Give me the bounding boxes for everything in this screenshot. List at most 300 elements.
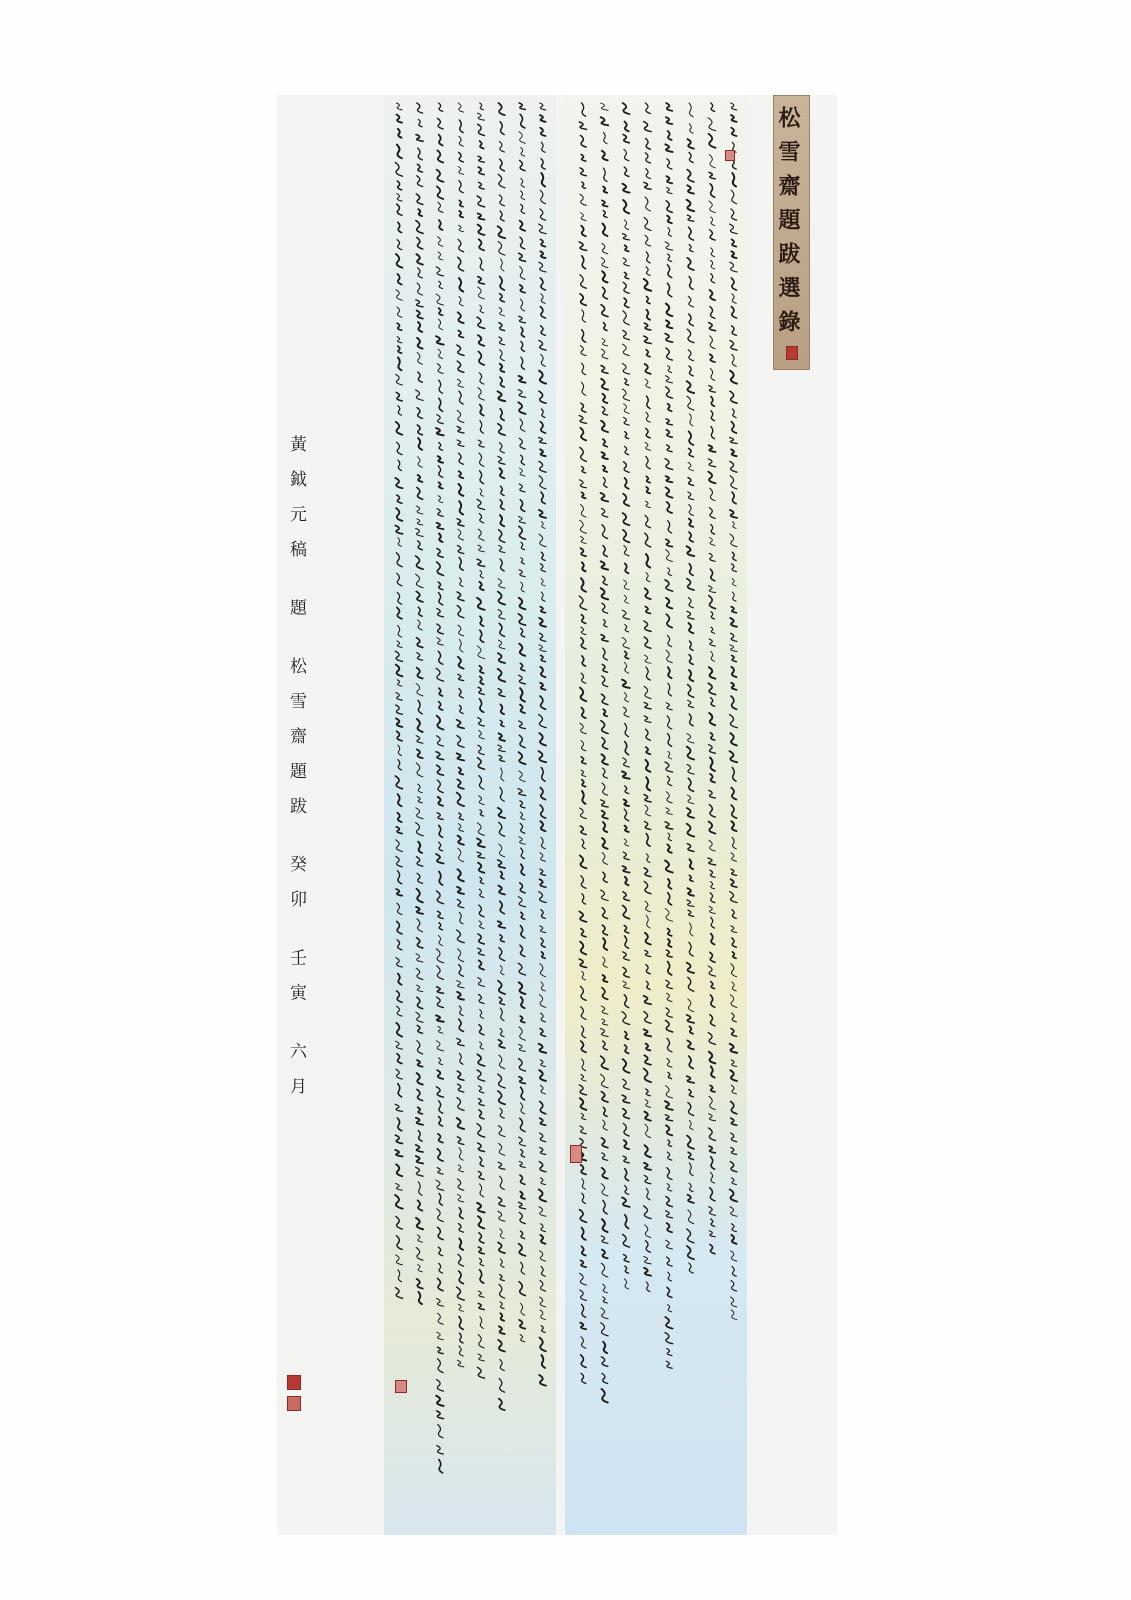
brush-stroke — [689, 414, 693, 426]
brush-stroke — [731, 1118, 737, 1125]
brush-stroke — [540, 128, 545, 136]
brush-stroke — [477, 598, 485, 610]
brush-stroke — [711, 427, 715, 439]
brush-stroke — [480, 616, 484, 626]
brush-stroke — [478, 277, 485, 284]
brush-stroke — [582, 894, 586, 904]
brush-stroke — [732, 294, 736, 304]
brush-stroke — [418, 1265, 423, 1272]
brush-stroke — [667, 928, 671, 935]
brush-stroke — [731, 853, 737, 862]
calligraphy-panel-left — [384, 95, 556, 1535]
brush-stroke — [519, 376, 526, 383]
brush-stroke — [500, 559, 504, 571]
brush-stroke — [601, 103, 609, 110]
brush-stroke — [498, 689, 505, 697]
brush-stroke — [601, 561, 608, 569]
brush-stroke — [457, 793, 464, 807]
brush-stroke — [581, 548, 587, 556]
brush-stroke — [711, 248, 715, 257]
brush-stroke — [459, 211, 463, 217]
brush-stroke — [644, 637, 651, 648]
brush-stroke — [480, 1042, 484, 1049]
brush-stroke — [601, 754, 607, 764]
brush-stroke — [581, 757, 586, 764]
brush-stroke — [439, 380, 443, 393]
brush-stroke — [710, 290, 715, 300]
brush-stroke — [480, 258, 484, 270]
brush-stroke — [437, 1446, 444, 1454]
brush-stroke — [539, 262, 546, 272]
brush-stroke — [689, 277, 693, 290]
brush-stroke — [665, 376, 672, 383]
brush-stroke — [731, 209, 737, 220]
brush-stroke — [457, 1071, 464, 1080]
brush-stroke — [601, 1236, 608, 1244]
brush-stroke — [644, 716, 651, 722]
artist-seal-1 — [287, 1375, 301, 1390]
brush-stroke — [624, 580, 629, 590]
brush-stroke — [579, 480, 586, 488]
brush-stroke — [711, 934, 715, 945]
brush-stroke — [709, 667, 715, 679]
brush-stroke — [480, 405, 484, 416]
brush-stroke — [603, 1284, 608, 1293]
brush-stroke — [666, 614, 672, 627]
brush-stroke — [688, 910, 694, 916]
brush-stroke — [498, 424, 505, 435]
brush-stroke — [416, 954, 423, 962]
brush-stroke — [436, 668, 444, 681]
brush-stroke — [644, 182, 651, 189]
brush-stroke — [666, 598, 672, 609]
brush-stroke — [457, 546, 463, 554]
brush-stroke — [709, 1231, 715, 1237]
brush-stroke — [646, 573, 650, 582]
brush-stroke — [498, 391, 506, 401]
brush-stroke — [732, 492, 736, 504]
brush-stroke — [646, 501, 651, 507]
brush-stroke — [581, 929, 586, 937]
brush-stroke — [668, 254, 672, 262]
brush-stroke — [601, 258, 608, 268]
brush-stroke — [644, 655, 651, 663]
brush-stroke — [397, 903, 402, 914]
brush-stroke — [602, 908, 607, 919]
brush-stroke — [645, 1124, 651, 1137]
brush-stroke — [457, 1039, 464, 1046]
brush-stroke — [416, 857, 422, 866]
brush-stroke — [601, 379, 608, 390]
brush-stroke — [602, 339, 608, 346]
brush-stroke — [666, 550, 673, 562]
brush-stroke — [539, 437, 547, 443]
brush-stroke — [580, 1098, 586, 1110]
brush-stroke — [601, 349, 608, 359]
brush-stroke — [439, 871, 443, 885]
brush-stroke — [623, 330, 630, 339]
brush-stroke — [644, 795, 651, 802]
brush-stroke — [478, 687, 484, 694]
brush-stroke — [478, 1335, 484, 1348]
brush-stroke — [623, 981, 630, 989]
brush-stroke — [458, 453, 463, 464]
brush-stroke — [418, 322, 422, 332]
brush-stroke — [480, 1157, 484, 1167]
brush-stroke — [500, 901, 505, 913]
artist-seal-2 — [287, 1396, 301, 1411]
brush-stroke — [498, 579, 505, 588]
brush-stroke — [539, 371, 546, 384]
brush-stroke — [540, 190, 545, 204]
brush-stroke — [687, 900, 694, 907]
brush-stroke — [418, 119, 422, 126]
brush-stroke — [416, 736, 423, 744]
brush-stroke — [667, 993, 673, 1001]
brush-stroke — [667, 716, 672, 729]
brush-stroke — [689, 670, 693, 681]
brush-stroke — [687, 1195, 693, 1203]
brush-stroke — [437, 609, 444, 617]
brush-stroke — [622, 1095, 629, 1103]
brush-stroke — [437, 186, 443, 199]
brush-stroke — [500, 1008, 504, 1021]
brush-stroke — [458, 167, 463, 175]
brush-stroke — [459, 813, 464, 820]
brush-stroke — [520, 801, 525, 808]
brush-stroke — [438, 319, 442, 330]
brush-stroke — [582, 466, 586, 472]
brush-stroke — [417, 519, 423, 525]
brush-stroke — [603, 709, 607, 716]
brush-stroke — [478, 529, 484, 540]
brush-stroke — [601, 1074, 609, 1088]
brush-stroke — [601, 1006, 608, 1014]
brush-stroke — [582, 562, 586, 571]
brush-stroke — [666, 387, 673, 398]
brush-stroke — [581, 876, 586, 888]
brush-stroke — [396, 553, 402, 567]
brush-stroke — [540, 103, 546, 110]
brush-stroke — [625, 651, 629, 658]
brush-stroke — [398, 346, 402, 353]
brush-stroke — [437, 966, 444, 980]
brush-stroke — [668, 1140, 672, 1146]
brush-stroke — [437, 1278, 443, 1290]
brush-stroke — [499, 1379, 504, 1393]
brush-stroke — [519, 1320, 525, 1329]
brush-stroke — [688, 888, 694, 896]
brush-stroke — [602, 957, 607, 967]
brush-stroke — [644, 122, 651, 132]
brush-stroke — [458, 949, 464, 962]
brush-stroke — [732, 837, 736, 848]
brush-stroke — [519, 526, 526, 539]
brush-stroke — [459, 1333, 463, 1343]
brush-stroke — [646, 296, 650, 303]
brush-stroke — [581, 1304, 585, 1317]
brush-stroke — [580, 294, 586, 306]
brush-stroke — [519, 1044, 526, 1051]
brush-stroke — [438, 593, 442, 605]
brush-stroke — [457, 1179, 463, 1190]
brush-stroke — [459, 1238, 463, 1249]
brush-stroke — [731, 115, 737, 122]
brush-stroke — [478, 718, 485, 726]
brush-stroke — [439, 220, 443, 230]
brush-stroke — [541, 767, 545, 781]
brush-stroke — [439, 103, 443, 111]
brush-stroke — [731, 449, 736, 456]
brush-stroke — [666, 1125, 672, 1135]
brush-stroke — [730, 618, 737, 627]
brush-stroke — [520, 419, 525, 431]
brush-stroke — [602, 287, 607, 299]
brush-stroke — [668, 879, 672, 889]
brush-stroke — [540, 879, 546, 887]
brush-stroke — [582, 182, 586, 188]
brush-stroke — [438, 1347, 444, 1353]
brush-stroke — [416, 1248, 423, 1261]
brush-stroke — [416, 390, 424, 400]
brush-stroke — [625, 1169, 629, 1181]
brush-stroke — [457, 981, 464, 988]
brush-stroke — [457, 410, 464, 422]
brush-stroke — [602, 738, 608, 749]
brush-stroke — [418, 1200, 423, 1210]
brush-stroke — [688, 227, 693, 240]
brush-stroke — [710, 995, 714, 1007]
brush-stroke — [459, 278, 463, 291]
brush-stroke — [519, 1244, 526, 1256]
brush-stroke — [687, 1041, 693, 1050]
brush-stroke — [439, 1263, 443, 1273]
brush-stroke — [397, 592, 401, 604]
brush-stroke — [689, 366, 693, 376]
brush-stroke — [645, 805, 651, 816]
brush-stroke — [395, 776, 402, 789]
brush-stroke — [731, 821, 736, 831]
brush-stroke — [540, 1178, 545, 1185]
brush-stroke — [603, 477, 607, 487]
brush-stroke — [417, 1235, 422, 1242]
brush-stroke — [710, 336, 715, 349]
brush-stroke — [395, 1104, 402, 1111]
brush-stroke — [603, 975, 608, 982]
brush-stroke — [479, 960, 484, 969]
brush-stroke — [689, 152, 693, 162]
brush-stroke — [666, 539, 673, 546]
brush-stroke — [397, 1118, 401, 1131]
brush-stroke — [541, 159, 545, 169]
brush-stroke — [396, 827, 402, 834]
brush-stroke — [396, 1236, 402, 1250]
brush-stroke — [601, 365, 608, 373]
brush-stroke — [666, 650, 672, 663]
brush-stroke — [437, 997, 444, 1007]
brush-stroke — [580, 942, 586, 955]
brush-stroke — [581, 213, 587, 221]
brush-stroke — [646, 456, 650, 468]
brush-stroke — [688, 478, 694, 486]
brush-stroke — [437, 736, 444, 746]
brush-stroke — [665, 762, 673, 772]
brush-stroke — [687, 1229, 694, 1243]
brush-stroke — [459, 136, 463, 146]
brush-stroke — [398, 406, 402, 416]
brush-stroke — [667, 1058, 672, 1067]
brush-stroke — [603, 439, 607, 447]
brush-stroke — [666, 792, 672, 803]
brush-stroke — [540, 964, 546, 977]
panel-seal-right — [570, 1145, 582, 1163]
brush-stroke — [540, 869, 546, 875]
brush-stroke — [499, 733, 505, 741]
brush-stroke — [623, 952, 630, 960]
brush-stroke — [644, 821, 650, 829]
brush-stroke — [416, 194, 422, 204]
brush-stroke — [417, 938, 423, 948]
brush-stroke — [478, 1143, 485, 1151]
brush-stroke — [624, 1279, 628, 1289]
brush-stroke — [687, 185, 694, 193]
brush-stroke — [645, 588, 651, 599]
brush-stroke — [416, 1167, 424, 1176]
brush-stroke — [480, 1270, 484, 1283]
brush-stroke — [478, 1303, 484, 1309]
brush-stroke — [396, 1184, 403, 1191]
cursive-script-texture — [384, 95, 556, 1535]
brush-stroke — [732, 409, 736, 418]
brush-stroke — [540, 788, 545, 800]
brush-stroke — [644, 702, 651, 708]
brush-stroke — [436, 891, 443, 904]
brush-stroke — [398, 1270, 402, 1282]
brush-stroke — [581, 504, 586, 517]
brush-stroke — [459, 1271, 464, 1284]
brush-stroke — [623, 1156, 629, 1163]
brush-stroke — [580, 135, 586, 147]
brush-stroke — [601, 1056, 609, 1069]
brush-stroke — [667, 445, 673, 452]
brush-stroke — [731, 1133, 737, 1142]
brush-stroke — [581, 1074, 586, 1081]
brush-stroke — [438, 466, 443, 478]
brush-stroke — [540, 683, 545, 690]
brush-stroke — [731, 422, 736, 433]
brush-stroke — [397, 115, 403, 123]
brush-stroke — [601, 800, 608, 807]
brush-stroke — [667, 1257, 673, 1266]
brush-stroke — [730, 995, 737, 1008]
brush-stroke — [398, 794, 402, 806]
brush-stroke — [601, 721, 608, 734]
brush-stroke — [603, 1297, 608, 1303]
brush-stroke — [520, 883, 525, 893]
brush-stroke — [479, 1110, 484, 1119]
brush-stroke — [520, 705, 525, 714]
brush-stroke — [623, 311, 629, 325]
brush-stroke — [689, 1163, 693, 1176]
brush-stroke — [540, 564, 545, 572]
brush-stroke — [668, 521, 672, 533]
brush-stroke — [498, 456, 505, 464]
panel-seal-left — [395, 1380, 407, 1393]
brush-stroke — [668, 366, 672, 373]
brush-stroke — [417, 1025, 422, 1033]
brush-stroke — [519, 316, 526, 323]
brush-stroke — [437, 1168, 443, 1174]
brush-stroke — [730, 715, 738, 728]
brush-stroke — [689, 103, 693, 117]
brush-stroke — [500, 409, 504, 421]
brush-stroke — [624, 1140, 629, 1149]
brush-stroke — [520, 823, 525, 833]
brush-stroke — [732, 655, 737, 661]
brush-stroke — [519, 1137, 526, 1146]
brush-stroke — [732, 982, 736, 991]
brush-stroke — [477, 1203, 485, 1213]
brush-stroke — [623, 134, 629, 142]
brush-stroke — [582, 103, 586, 116]
brush-stroke — [458, 836, 464, 845]
brush-stroke — [438, 252, 443, 260]
brush-stroke — [498, 1162, 505, 1169]
brush-stroke — [623, 103, 630, 114]
brush-stroke — [689, 942, 693, 956]
brush-stroke — [499, 308, 505, 316]
brush-stroke — [540, 1147, 546, 1154]
brush-stroke — [711, 612, 715, 619]
brush-stroke — [521, 558, 525, 564]
brush-stroke — [730, 437, 738, 443]
brush-stroke — [624, 693, 629, 702]
brush-stroke — [518, 390, 525, 398]
brush-stroke — [518, 516, 525, 523]
brush-stroke — [623, 1123, 629, 1136]
brush-stroke — [519, 253, 526, 261]
brush-stroke — [689, 1120, 693, 1129]
brush-stroke — [710, 882, 715, 889]
brush-stroke — [520, 1231, 524, 1238]
brush-stroke — [438, 349, 443, 358]
brush-stroke — [581, 1373, 586, 1383]
brush-stroke — [539, 510, 546, 518]
brush-stroke — [731, 805, 736, 818]
brush-stroke — [520, 1118, 525, 1131]
brush-stroke — [520, 1334, 525, 1341]
brush-stroke — [689, 431, 694, 445]
brush-stroke — [477, 839, 485, 848]
brush-stroke — [646, 915, 650, 928]
brush-stroke — [539, 751, 547, 762]
brush-stroke — [436, 294, 443, 305]
brush-stroke — [418, 148, 423, 160]
brush-stroke — [397, 1054, 402, 1064]
brush-stroke — [416, 1118, 423, 1125]
brush-stroke — [623, 1059, 630, 1073]
brush-stroke — [732, 952, 736, 958]
brush-stroke — [417, 653, 423, 660]
brush-stroke — [459, 705, 463, 713]
brush-stroke — [479, 582, 483, 590]
brush-stroke — [417, 1279, 423, 1289]
brush-stroke — [417, 749, 423, 758]
brush-stroke — [667, 1038, 672, 1052]
brush-stroke — [521, 542, 525, 549]
brush-stroke — [709, 323, 716, 331]
brush-stroke — [500, 515, 504, 526]
